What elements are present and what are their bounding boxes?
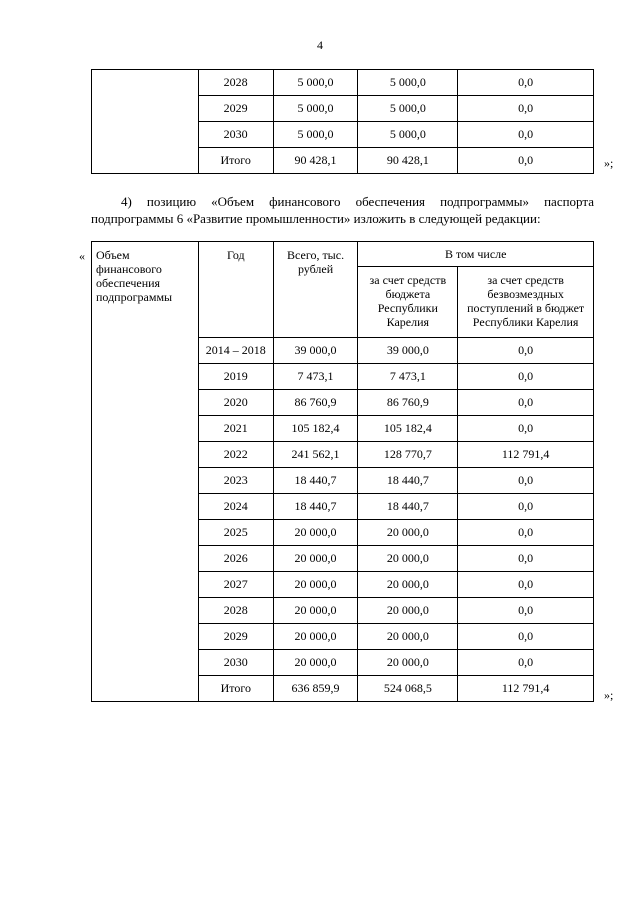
- header-grant: за счет средств безвозмездных поступлений в бюджет Республики Карелия: [458, 267, 594, 338]
- cell-total: 241 562,1: [273, 442, 358, 468]
- cell-total: 7 473,1: [273, 364, 358, 390]
- cell-total: 18 440,7: [273, 468, 358, 494]
- cell-year: 2020: [198, 390, 273, 416]
- funding-table-subprogram-6: [91, 241, 594, 702]
- cell-grant: 0,0: [458, 546, 594, 572]
- table-row: [92, 70, 594, 96]
- cell-total: 636 859,9: [273, 676, 358, 702]
- table2-close-quote: »;: [604, 688, 614, 702]
- cell-year: 2028: [198, 70, 273, 96]
- cell-total: 20 000,0: [273, 624, 358, 650]
- cell-grant: 0,0: [458, 416, 594, 442]
- cell-year: 2026: [198, 546, 273, 572]
- subprogram-funding-label: Объем финансового обеспечения подпрограммы: [92, 242, 199, 702]
- cell-grant: 0,0: [458, 390, 594, 416]
- cell-grant: 0,0: [458, 624, 594, 650]
- cell-budget: 20 000,0: [358, 520, 458, 546]
- cell-year: 2027: [198, 572, 273, 598]
- cell-year: 2024: [198, 494, 273, 520]
- cell-grant: 0,0: [458, 122, 594, 148]
- cell-budget: 20 000,0: [358, 650, 458, 676]
- cell-total: 20 000,0: [273, 520, 358, 546]
- cell-year: 2029: [198, 96, 273, 122]
- cell-grant: 112 791,4: [458, 442, 594, 468]
- cell-budget: 20 000,0: [358, 546, 458, 572]
- cell-total: 5 000,0: [273, 70, 358, 96]
- cell-total: 5 000,0: [273, 96, 358, 122]
- cell-budget: 20 000,0: [358, 572, 458, 598]
- cell-total: 18 440,7: [273, 494, 358, 520]
- cell-budget: 90 428,1: [358, 148, 458, 174]
- cell-grant: 0,0: [458, 70, 594, 96]
- cell-total: 5 000,0: [273, 122, 358, 148]
- funding-table-continued: [91, 69, 594, 174]
- cell-grant: 0,0: [458, 520, 594, 546]
- cell-budget: 18 440,7: [358, 468, 458, 494]
- cell-total: 20 000,0: [273, 598, 358, 624]
- cell-year: 2030: [198, 650, 273, 676]
- cell-budget: 20 000,0: [358, 624, 458, 650]
- cell-grant: 0,0: [458, 338, 594, 364]
- cell-grant: 0,0: [458, 572, 594, 598]
- page-number: 4: [317, 38, 323, 52]
- cell-budget: 39 000,0: [358, 338, 458, 364]
- header-total: Всего, тыс. рублей: [273, 242, 358, 338]
- cell-total: 90 428,1: [273, 148, 358, 174]
- cell-total: 39 000,0: [273, 338, 358, 364]
- empty-label-cell: [92, 70, 199, 174]
- cell-budget: 105 182,4: [358, 416, 458, 442]
- cell-total: 20 000,0: [273, 546, 358, 572]
- cell-grant: 0,0: [458, 650, 594, 676]
- cell-year: 2019: [198, 364, 273, 390]
- cell-year: 2028: [198, 598, 273, 624]
- cell-budget: 86 760,9: [358, 390, 458, 416]
- cell-budget: 20 000,0: [358, 598, 458, 624]
- header-including: В том числе: [358, 242, 594, 267]
- cell-budget: 18 440,7: [358, 494, 458, 520]
- cell-year: 2030: [198, 122, 273, 148]
- header-budget: за счет средств бюджета Республики Карелия: [358, 267, 458, 338]
- cell-total: 20 000,0: [273, 650, 358, 676]
- table2-open-quote: «: [79, 249, 85, 263]
- cell-grant: 0,0: [458, 148, 594, 174]
- cell-year: 2014 – 2018: [198, 338, 273, 364]
- cell-grant: 0,0: [458, 364, 594, 390]
- cell-grant: 0,0: [458, 96, 594, 122]
- cell-total: 105 182,4: [273, 416, 358, 442]
- cell-budget: 5 000,0: [358, 122, 458, 148]
- cell-total: 86 760,9: [273, 390, 358, 416]
- cell-year: 2025: [198, 520, 273, 546]
- cell-budget: 7 473,1: [358, 364, 458, 390]
- table1-close-quote: »;: [604, 156, 614, 170]
- cell-grant: 112 791,4: [458, 676, 594, 702]
- cell-grant: 0,0: [458, 468, 594, 494]
- header-year: Год: [198, 242, 273, 338]
- cell-total: 20 000,0: [273, 572, 358, 598]
- cell-budget: 5 000,0: [358, 96, 458, 122]
- cell-budget: 128 770,7: [358, 442, 458, 468]
- cell-grant: 0,0: [458, 494, 594, 520]
- cell-year: 2023: [198, 468, 273, 494]
- amendment-paragraph: 4) позицию «Объем финансового обеспечения подпрограммы» паспорта подпрограммы 6 «Развитие промышленности» изложить в следующей редакции:: [91, 194, 594, 226]
- cell-year: Итого: [198, 676, 273, 702]
- cell-year: Итого: [198, 148, 273, 174]
- cell-year: 2022: [198, 442, 273, 468]
- cell-budget: 524 068,5: [358, 676, 458, 702]
- cell-budget: 5 000,0: [358, 70, 458, 96]
- cell-year: 2021: [198, 416, 273, 442]
- cell-year: 2029: [198, 624, 273, 650]
- cell-grant: 0,0: [458, 598, 594, 624]
